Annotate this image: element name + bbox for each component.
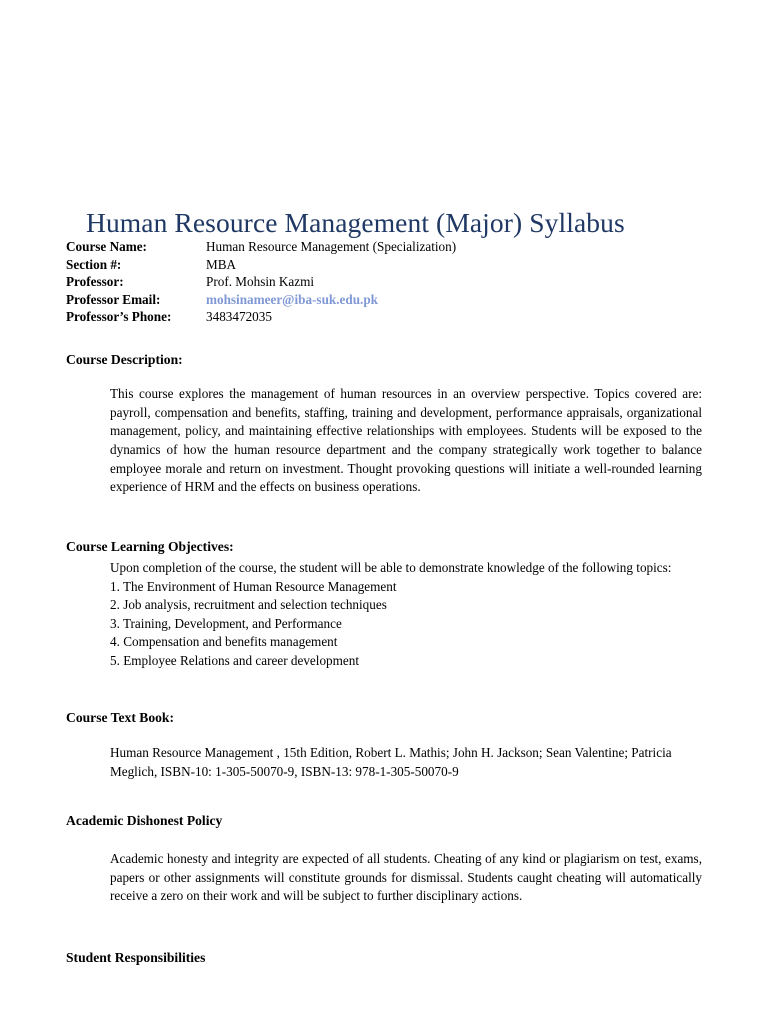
section-heading-course-description: Course Description: xyxy=(66,352,183,368)
section-heading-academic-dishonest-policy: Academic Dishonest Policy xyxy=(66,813,223,829)
section-body-academic-dishonest-policy: Academic honesty and integrity are expected of all students. Cheating of any kind or plagiarism on test, exams, papers or other assignments will constitute grounds for dismissal. Students caught cheating will automatically receive a zero on their work and will be subject to further disciplinary actions. xyxy=(110,851,702,904)
info-label-section: Section #: xyxy=(66,256,122,272)
objective-item-5: 5. Employee Relations and career development xyxy=(110,652,360,668)
info-row-course-name xyxy=(66,238,706,256)
section-heading-course-text-book: Course Text Book: xyxy=(66,710,175,726)
info-label-course-name: Course Name: xyxy=(66,239,147,254)
info-value-professor: Prof. Mohsin Kazmi xyxy=(206,274,315,290)
info-label-professor: Professor: xyxy=(66,274,124,290)
section-body-learning-objectives xyxy=(110,559,702,671)
course-info-table xyxy=(66,238,706,326)
objective-item-3: 3. Training, Development, and Performance xyxy=(110,615,342,631)
objectives-intro: Upon completion of the course, the student will be able to demonstrate knowledge of the following topics: xyxy=(110,560,672,575)
info-row-professor xyxy=(66,273,706,291)
info-value-section: MBA xyxy=(206,256,237,272)
section-body-course-text-book: Human Resource Management , 15th Edition, Robert L. Mathis; John H. Jackson; Sean Valentine; Patricia Meglich, ISBN-10: 1-305-50070-9, ISBN-13: 978-1-305-50070-9 xyxy=(110,745,672,779)
section-heading-learning-objectives: Course Learning Objectives: xyxy=(66,539,234,555)
info-row-professor-phone xyxy=(66,308,706,326)
section-heading-student-responsibilities: Student Responsibilities xyxy=(66,950,206,966)
info-row-professor-email xyxy=(66,291,706,309)
page-title: Human Resource Management (Major) Syllabus xyxy=(86,207,625,239)
info-value-professor-phone: 3483472035 xyxy=(206,309,272,325)
info-label-professor-phone: Professor’s Phone: xyxy=(66,309,172,325)
info-label-professor-email: Professor Email: xyxy=(66,291,161,307)
info-value-course-name: Human Resource Management (Specialization) xyxy=(206,239,457,254)
objective-item-2: 2. Job analysis, recruitment and selection techniques xyxy=(110,597,387,613)
section-body-course-description: This course explores the management of human resources in an overview perspective. Topics covered are: payroll, compensation and benefits, staffing, training and development, performance appraisals, organizational management, policy, and maintaining effective relationships with employees. Students will be exposed to the dynamics of how the human resource department and the company strategically work together to balance employee morale and return on investment. Thought provoking questions will initiate a well-rounded learning experience of HRM and the effects on business operations. xyxy=(110,386,702,495)
objective-item-1: 1. The Environment of Human Resource Management xyxy=(110,578,397,594)
objective-item-4: 4. Compensation and benefits management xyxy=(110,634,338,650)
professor-email-link[interactable]: mohsinameer@iba-suk.edu.pk xyxy=(206,291,379,307)
info-row-section xyxy=(66,256,706,274)
